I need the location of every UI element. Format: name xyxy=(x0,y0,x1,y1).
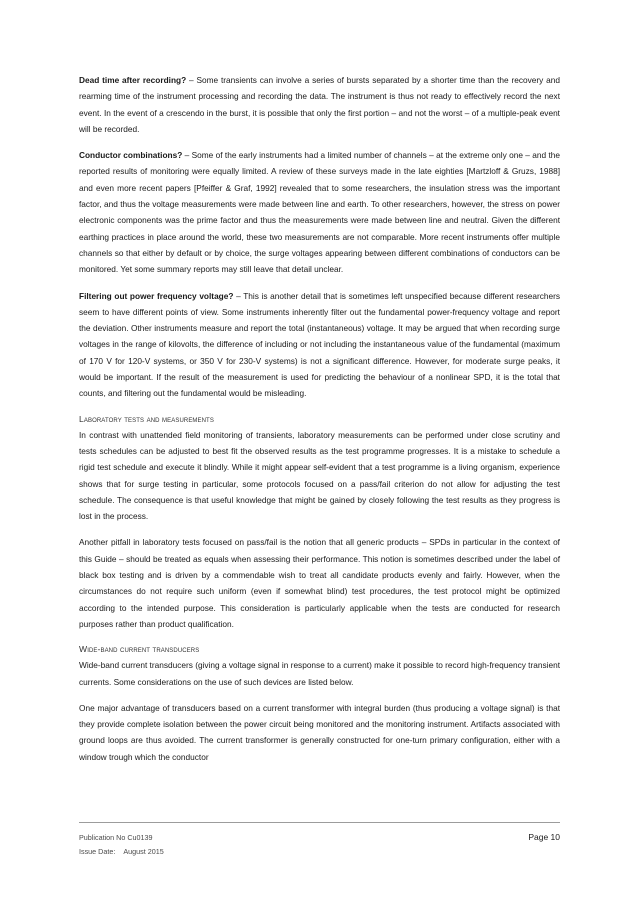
paragraph-lab-intro: In contrast with unattended field monitoring of transients, laboratory measurements can be performed under close scrutiny and tests schedules can be adjusted to best fit the observed results as the test programme progresses. It is a mistake to schedule a rigid test schedule and execute it blindly. While it might appear self-evident that a test programme is a living organism, experience shows that for surge testing in particular, some protocols focused on a pass/fail criterion do not allow for adjusting the test schedule. The consequence is that useful knowledge that might be gained by closely following the test results as they progress is lost in the process. xyxy=(79,429,560,522)
document-body xyxy=(79,72,560,775)
paragraph-dead-time xyxy=(79,72,560,137)
footer-row-issue xyxy=(79,845,560,859)
paragraph-transducers-advantage: One major advantage of transducers based on a current transformer with integral burden (thus producing a voltage signal) is that they provide complete isolation between the power circuit being monitored and the monitoring instrument. Artifacts associated with ground loops are thus avoided. The current transformer is generally constructed for one-turn primary configuration, either with a window trough which the conductor xyxy=(79,702,560,762)
paragraph-lead: Dead time after recording? xyxy=(79,75,187,85)
publication-value: Cu0139 xyxy=(127,833,153,842)
paragraph-lead: Conductor combinations? xyxy=(79,150,183,161)
paragraph-lab-pitfall: Another pitfall in laboratory tests focused on pass/fail is the notion that all generic products – SPDs in particular in the context of this Guide – should be treated as equals when assessing their performance. This notion is sometimes described under the label of black box testing and is driven by a commendable wish to treat all candidate products evenly and fairly. However, when the circumstances do not require such uniform (even if somewhat blind) test procedures, the test protocol might be optimized according to the intended purpose. This consideration is particularly applicable when the tests are conducted for research purposes rather than product qualification. xyxy=(79,537,560,629)
publication-number xyxy=(79,831,153,845)
paragraph-transducers-intro: Wide-band current transducers (giving a voltage signal in response to a current) make it possible to record high-frequency transient currents. Some considerations on the use of such devices are listed below. xyxy=(79,660,561,687)
page-footer xyxy=(79,822,560,859)
paragraph-text: – This is another detail that is sometimes left unspecified because different researchers seem to have different points of view. Some instruments inherently filter out the fundamental power-frequency voltage and report the deviation. Other instruments measure and report the total (instantaneous) voltage. It may be argued that when recording surge voltages in the range of kilovolts, the difference of including or not including the instantaneous value of the fundamental (maximum of 170 V for 120-V systems, or 350 V for 230-V systems) is not a significant difference. However, for moderate surge peaks, it would be important. If the result of the measurement is used for predicting the behaviour of a nonlinear SPD, it is the total that counts, and filtering out the fundamental would be misleading. xyxy=(79,290,561,399)
heading-wide-band-transducers: Wide-band current transducers xyxy=(79,644,200,655)
paragraph-lead: Filtering out power frequency voltage? xyxy=(79,290,234,301)
footer-row-publication xyxy=(79,830,560,845)
issue-date xyxy=(79,845,164,859)
issue-label: Issue Date: xyxy=(79,847,116,856)
paragraph-text: – Some transients can involve a series of bursts separated by a shorter time than the recovery and rearming time of the instrument processing and recording the data. The instrument is thus not ready to effectively record the next event. In the event of a crescendo in the burst, it is possible that only the first portion – and not the worst – of a multiple-peak event will be recorded. xyxy=(79,75,560,134)
footer-divider xyxy=(79,822,560,823)
publication-label: Publication No xyxy=(79,833,126,842)
paragraph-text: – Some of the early instruments had a limited number of channels – at the extreme only one – and the reported results of monitoring were equally limited. A review of these surveys made in the late eighties [Martzloff & Gruzs, 1988] and even more recent papers [Pfeiffer & Graf, 1992] revealed that to some researchers, the insulation stress was the important factor, and thus the voltage measurements were made between line and earth. To other researchers, however, the stress on power electronic components was the prime factor and thus the measurements were made between line and neutral. Given the different earthing practices in place around the world, these two measurements are not comparable. More recent instruments offer multiple channels so that either by default or by choice, the surge voltages appearing between different combinations of conductors can be monitored. Yet some summary reports may still leave that detail unclear. xyxy=(79,150,560,275)
paragraph-filtering xyxy=(79,288,560,402)
heading-laboratory-tests: Laboratory tests and measurements xyxy=(79,413,214,424)
paragraph-conductor-combinations xyxy=(79,147,560,277)
page-number: Page 10 xyxy=(528,832,560,842)
issue-value: August 2015 xyxy=(123,847,164,856)
